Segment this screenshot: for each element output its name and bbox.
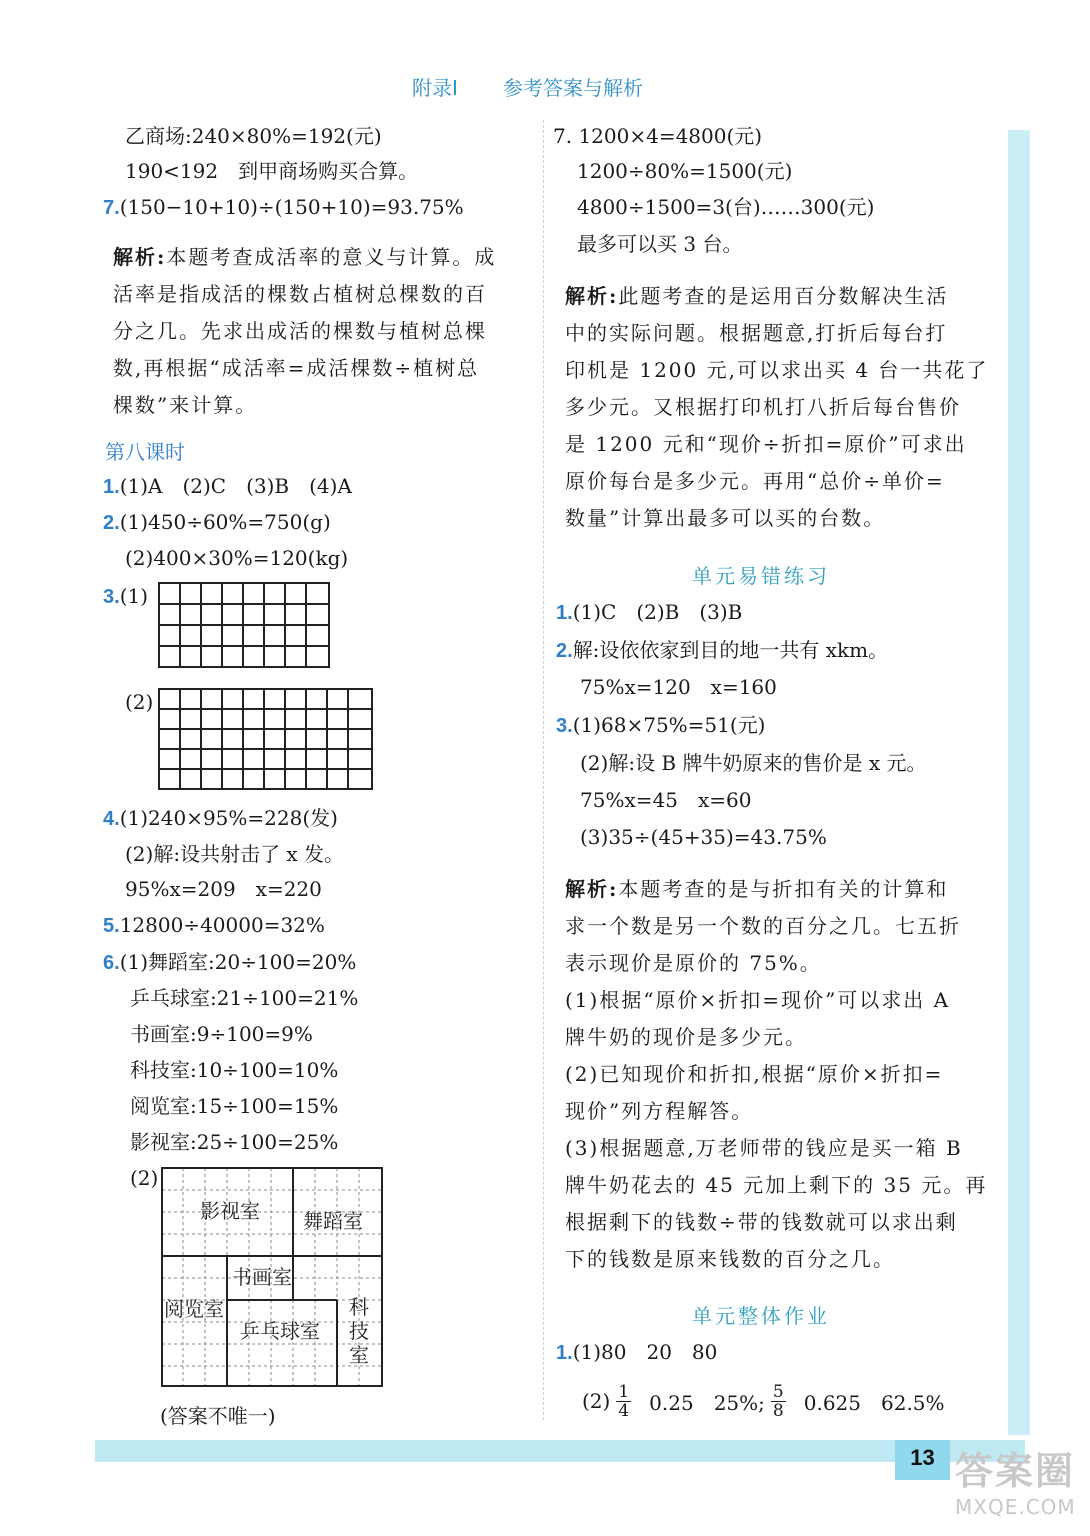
analysis-label: 解析:	[113, 245, 167, 269]
answer-line: 190<192 到甲商场购买合算。	[125, 159, 419, 183]
section-heading-unit: 单元整体作业	[692, 1304, 830, 1328]
question-number: 2.	[556, 640, 573, 662]
watermark	[955, 1440, 1085, 1530]
question-1-line	[103, 474, 352, 499]
column-separator	[543, 120, 544, 1420]
answer-line: 1200÷80%=1500(元)	[577, 159, 793, 183]
answer-text: (1)舞蹈室:20÷100=20%	[119, 950, 357, 974]
question-3-line	[103, 584, 148, 609]
question-6-line	[103, 950, 356, 975]
analysis-label: 解析:	[565, 877, 619, 901]
analysis-line: 解析:本题考查的是与折扣有关的计算和	[565, 877, 949, 901]
answer-line: 75%x=45 x=60	[580, 788, 752, 812]
question-number: 7.	[103, 197, 120, 219]
room-pingpong: 乒乓球室	[240, 1319, 320, 1343]
answer-line: 乙商场:240×80%=192(元)	[125, 124, 382, 148]
answer-line: 7. 1200×4=4800(元)	[553, 124, 763, 148]
answer-text: (1)C (2)B (3)B	[572, 600, 743, 624]
analysis-line: 中的实际问题。根据题意,打折后每台打	[565, 321, 948, 345]
answer-line: 书画室:9÷100=9%	[130, 1022, 313, 1046]
answer-line: (2)	[125, 690, 154, 714]
page-number: 13	[895, 1440, 950, 1480]
unit-1-line	[556, 1340, 717, 1365]
answer-text: (1)68×75%=51(元)	[572, 713, 766, 737]
question-number: 5.	[103, 915, 120, 937]
analysis-line: (2)已知现价和折扣,根据“原价×折扣=	[565, 1062, 944, 1086]
analysis-line: 根据剩下的钱数÷带的钱数就可以求出剩	[565, 1210, 958, 1234]
watermark-title: 答案圈	[955, 1449, 1076, 1493]
answer-line: 75%x=120 x=160	[580, 675, 777, 699]
analysis-line: 分之几。先求出成活的棵数与植树总棵	[113, 319, 487, 343]
answer-line: (2)解:设共射击了 x 发。	[125, 842, 345, 866]
question-number: 1.	[556, 602, 573, 624]
answer-line: 阅览室:15÷100=15%	[130, 1094, 339, 1118]
analysis-line: 下的钱数是原来钱数的百分之几。	[565, 1247, 895, 1271]
room-reading: 阅览室	[164, 1297, 224, 1321]
exercise-3-line	[556, 713, 766, 738]
page-header-title: 参考答案与解析	[503, 76, 643, 100]
room-sci-2: 技	[349, 1319, 369, 1343]
analysis-line: 牌牛奶的现价是多少元。	[565, 1025, 807, 1049]
answer-text: (1)80 20 80	[572, 1340, 718, 1364]
question-number: 3.	[556, 715, 573, 737]
analysis-line: 原价每台是多少元。再用“总价÷单价=	[565, 469, 945, 493]
question-5-line	[103, 913, 325, 938]
answer-text: 12800÷40000=32%	[119, 913, 325, 937]
analysis-line: 牌牛奶花去的 45 元加上剩下的 35 元。再	[565, 1173, 988, 1197]
answer-line: 乒乓球室:21÷100=21%	[130, 986, 359, 1010]
unit-1-fractions-line: (2) 1 4 0.25 25%; 5 8 0.625 62.5%	[582, 1381, 945, 1421]
answer-line: 4800÷1500=3(台)……300(元)	[577, 195, 875, 219]
fraction-one-quarter: 1 4	[618, 1381, 630, 1421]
analysis-line: 是 1200 元和“现价÷折扣=原价”可求出	[565, 432, 967, 456]
answer-line: (2)	[130, 1166, 159, 1190]
analysis-line: 印机是 1200 元,可以求出买 4 台一共花了	[565, 358, 989, 382]
grid-figure-2	[158, 688, 373, 790]
room-layout-figure	[160, 1166, 384, 1388]
analysis-line: 解析:本题考查成活率的意义与计算。成	[113, 245, 497, 269]
analysis-line: 表示现价是原价的 75%。	[565, 951, 822, 975]
appendix-label: 附录Ⅰ	[412, 76, 458, 100]
right-margin-bar	[1008, 130, 1030, 1435]
answer-text: (1)	[119, 584, 149, 608]
answer-text: 解:设依依家到目的地一共有 xkm。	[572, 638, 889, 662]
question-7-line	[103, 195, 464, 220]
exercise-2-line	[556, 638, 888, 663]
answer-text: (1)A (2)C (3)B (4)A	[119, 474, 352, 498]
watermark-url: MXQE.COM	[955, 1495, 1076, 1519]
question-number: 1.	[103, 476, 120, 498]
answer-text: (1)450÷60%=750(g)	[119, 510, 331, 534]
answer-line: (2)400×30%=120(kg)	[125, 546, 349, 570]
room-sci-1: 科	[349, 1295, 369, 1319]
answer-text: (1)240×95%=228(发)	[119, 806, 338, 830]
analysis-line: 活率是指成活的棵数占植树总棵数的百	[113, 282, 487, 306]
question-2-line	[103, 510, 331, 535]
answer-line: (2)解:设 B 牌牛奶原来的售价是 x 元。	[580, 751, 927, 775]
question-number: 3.	[103, 586, 120, 608]
room-calligraphy: 书画室	[232, 1265, 292, 1289]
analysis-line: (3)根据题意,万老师带的钱应是买一箱 B	[565, 1136, 963, 1160]
room-sci-3: 室	[349, 1343, 369, 1367]
section-heading-errors: 单元易错练习	[692, 564, 830, 588]
answer-line: 科技室:10÷100=10%	[130, 1058, 339, 1082]
room-movie: 影视室	[200, 1199, 260, 1223]
fraction-five-eighths: 5 8	[772, 1381, 784, 1421]
room-dance: 舞蹈室	[303, 1209, 363, 1233]
question-number: 4.	[103, 808, 120, 830]
question-number: 1.	[556, 1342, 573, 1364]
answer-line: (3)35÷(45+35)=43.75%	[580, 825, 827, 849]
answer-line: 95%x=209 x=220	[125, 877, 322, 901]
lesson-heading: 第八课时	[105, 440, 185, 464]
answer-line: 最多可以买 3 台。	[577, 232, 743, 256]
answer-text: (150−10+10)÷(150+10)=93.75%	[119, 195, 464, 219]
analysis-line: 数,再根据“成活率=成活棵数÷植树总	[113, 356, 480, 380]
bottom-margin-bar	[95, 1440, 1025, 1462]
analysis-label: 解析:	[565, 284, 619, 308]
analysis-line: 棵数”来计算。	[113, 393, 258, 417]
question-4-line	[103, 806, 338, 831]
answer-line: 影视室:25÷100=25%	[130, 1130, 339, 1154]
analysis-line: 求一个数是另一个数的百分之几。七五折	[565, 914, 961, 938]
grid-figure-1	[158, 582, 330, 668]
analysis-line: 多少元。又根据打印机打八折后每台售价	[565, 395, 961, 419]
analysis-line: 数量”计算出最多可以买的台数。	[565, 506, 886, 530]
analysis-line: (1)根据“原价×折扣=现价”可以求出 A	[565, 988, 951, 1012]
exercise-1-line	[556, 600, 742, 625]
analysis-line: 现价”列方程解答。	[565, 1099, 754, 1123]
analysis-line: 解析:此题考查的是运用百分数解决生活	[565, 284, 949, 308]
note-text: (答案不唯一)	[160, 1404, 276, 1428]
question-number: 6.	[103, 952, 120, 974]
question-number: 2.	[103, 512, 120, 534]
